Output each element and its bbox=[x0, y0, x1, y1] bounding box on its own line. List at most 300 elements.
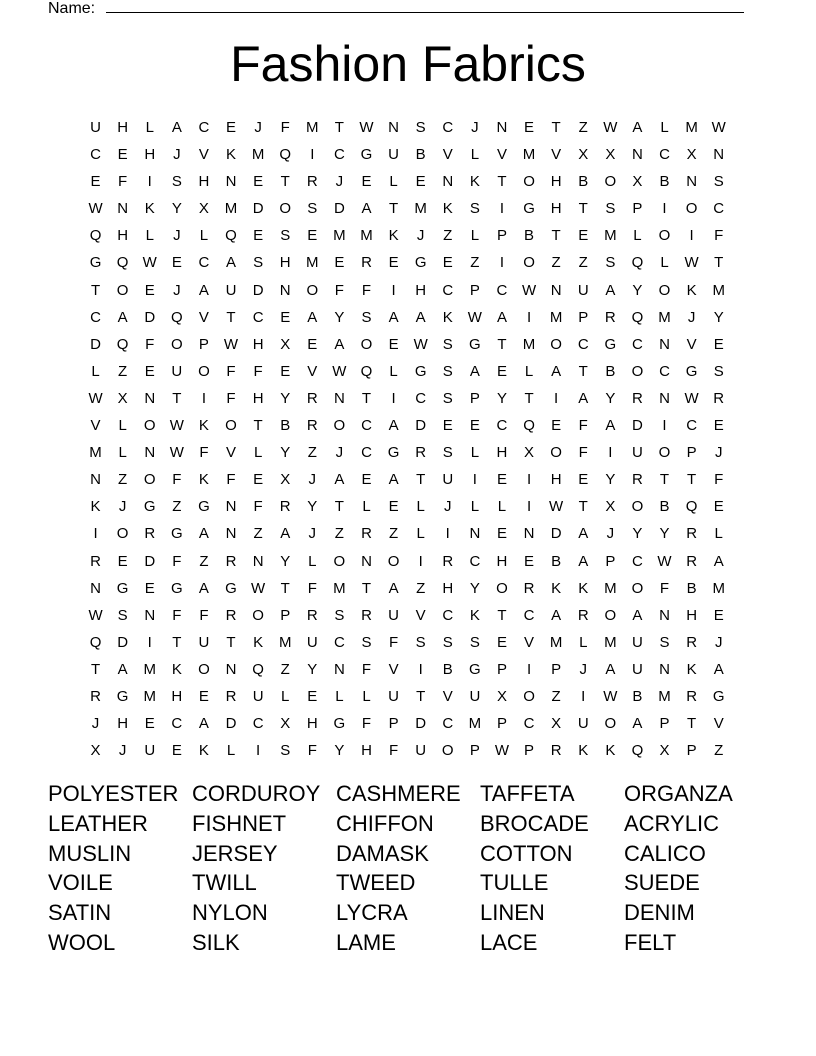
grid-letter[interactable]: W bbox=[549, 498, 564, 516]
grid-letter[interactable]: M bbox=[306, 254, 319, 272]
grid-letter[interactable]: M bbox=[522, 335, 536, 353]
grid-letter[interactable]: C bbox=[361, 417, 372, 435]
grid-letter[interactable]: E bbox=[578, 471, 589, 489]
grid-letter[interactable]: L bbox=[281, 687, 290, 705]
grid-letter[interactable]: N bbox=[550, 281, 562, 299]
grid-letter[interactable]: K bbox=[171, 660, 182, 678]
grid-letter[interactable]: R bbox=[632, 389, 643, 407]
grid-letter[interactable]: A bbox=[388, 308, 399, 326]
grid-letter[interactable]: U bbox=[415, 742, 427, 760]
grid-letter[interactable]: X bbox=[551, 715, 562, 733]
grid-letter[interactable]: F bbox=[145, 335, 155, 353]
grid-letter[interactable]: E bbox=[496, 362, 507, 380]
grid-letter[interactable]: O bbox=[550, 444, 562, 462]
grid-letter[interactable]: L bbox=[362, 498, 371, 516]
grid-letter[interactable]: H bbox=[279, 254, 291, 272]
grid-letter[interactable]: F bbox=[361, 281, 372, 299]
grid-letter[interactable]: S bbox=[469, 200, 480, 218]
grid-letter[interactable]: I bbox=[391, 389, 396, 407]
grid-letter[interactable]: Y bbox=[605, 389, 616, 407]
grid-letter[interactable]: Z bbox=[172, 498, 182, 516]
grid-letter[interactable]: Z bbox=[253, 525, 263, 543]
grid-letter[interactable]: N bbox=[144, 389, 156, 407]
grid-letter[interactable]: Z bbox=[334, 525, 344, 543]
grid-letter[interactable]: W bbox=[467, 308, 482, 326]
grid-letter[interactable]: W bbox=[169, 444, 184, 462]
grid-letter[interactable]: E bbox=[524, 119, 535, 136]
grid-letter[interactable]: A bbox=[415, 308, 426, 326]
grid-letter[interactable]: R bbox=[686, 633, 698, 651]
grid-letter[interactable]: Q bbox=[225, 227, 237, 245]
grid-letter[interactable]: Z bbox=[714, 742, 724, 760]
grid-letter[interactable]: V bbox=[713, 715, 724, 733]
grid-letter[interactable]: P bbox=[496, 227, 507, 245]
grid-letter[interactable]: F bbox=[172, 606, 182, 624]
grid-letter[interactable]: Y bbox=[605, 471, 616, 489]
grid-letter[interactable]: L bbox=[660, 119, 669, 136]
grid-letter[interactable]: K bbox=[198, 742, 209, 760]
grid-letter[interactable]: I bbox=[391, 281, 396, 299]
grid-letter[interactable]: Z bbox=[443, 227, 453, 245]
grid-letter[interactable]: D bbox=[632, 417, 643, 435]
grid-letter[interactable]: T bbox=[226, 308, 236, 326]
grid-letter[interactable]: N bbox=[659, 389, 670, 407]
grid-letter[interactable]: L bbox=[389, 362, 398, 380]
grid-letter[interactable]: L bbox=[226, 742, 236, 760]
grid-letter[interactable]: R bbox=[225, 606, 237, 624]
grid-letter[interactable]: W bbox=[359, 119, 374, 136]
grid-letter[interactable]: N bbox=[659, 660, 670, 678]
grid-letter[interactable]: A bbox=[632, 119, 643, 136]
grid-letter[interactable]: R bbox=[306, 417, 318, 435]
grid-letter[interactable]: K bbox=[578, 742, 589, 760]
grid-letter[interactable]: H bbox=[361, 742, 372, 760]
grid-letter[interactable]: J bbox=[416, 227, 425, 245]
grid-letter[interactable]: V bbox=[198, 308, 209, 326]
grid-letter[interactable]: B bbox=[686, 579, 697, 597]
grid-letter[interactable]: S bbox=[605, 254, 616, 272]
grid-letter[interactable]: Y bbox=[632, 281, 643, 299]
grid-letter[interactable]: N bbox=[523, 525, 535, 543]
grid-letter[interactable]: H bbox=[144, 146, 156, 164]
grid-letter[interactable]: E bbox=[280, 308, 291, 326]
grid-letter[interactable]: K bbox=[605, 742, 616, 760]
grid-letter[interactable]: F bbox=[226, 362, 236, 380]
grid-letter[interactable]: N bbox=[361, 552, 372, 570]
grid-letter[interactable]: O bbox=[658, 227, 671, 245]
grid-letter[interactable]: M bbox=[549, 308, 563, 326]
grid-letter[interactable]: M bbox=[414, 200, 427, 218]
grid-letter[interactable]: O bbox=[387, 552, 400, 570]
grid-letter[interactable]: N bbox=[225, 660, 237, 678]
grid-letter[interactable]: R bbox=[686, 525, 698, 543]
grid-letter[interactable]: J bbox=[91, 715, 100, 733]
grid-letter[interactable]: D bbox=[144, 552, 156, 570]
grid-letter[interactable]: C bbox=[198, 119, 210, 136]
grid-letter[interactable]: K bbox=[686, 660, 697, 678]
grid-letter[interactable]: S bbox=[442, 444, 453, 462]
grid-letter[interactable]: N bbox=[144, 606, 156, 624]
grid-letter[interactable]: E bbox=[578, 227, 589, 245]
grid-letter[interactable]: V bbox=[442, 146, 453, 164]
grid-letter[interactable]: G bbox=[116, 687, 129, 705]
grid-letter[interactable]: G bbox=[469, 660, 481, 678]
grid-letter[interactable]: T bbox=[334, 119, 344, 136]
grid-letter[interactable]: D bbox=[225, 715, 237, 733]
grid-letter[interactable]: H bbox=[496, 552, 508, 570]
grid-letter[interactable]: G bbox=[225, 579, 237, 597]
grid-letter[interactable]: K bbox=[144, 200, 155, 218]
grid-letter[interactable]: J bbox=[335, 173, 344, 191]
grid-letter[interactable]: N bbox=[144, 444, 156, 462]
grid-letter[interactable]: P bbox=[686, 444, 697, 462]
grid-letter[interactable]: K bbox=[551, 579, 562, 597]
grid-letter[interactable]: E bbox=[442, 417, 453, 435]
grid-letter[interactable]: R bbox=[361, 606, 372, 624]
grid-letter[interactable]: Z bbox=[416, 579, 426, 597]
grid-letter[interactable]: P bbox=[659, 715, 670, 733]
grid-letter[interactable]: K bbox=[442, 200, 453, 218]
grid-letter[interactable]: T bbox=[714, 254, 724, 272]
grid-letter[interactable]: E bbox=[442, 254, 453, 272]
grid-letter[interactable]: Z bbox=[118, 362, 128, 380]
grid-letter[interactable]: B bbox=[632, 687, 643, 705]
grid-letter[interactable]: T bbox=[172, 633, 182, 651]
grid-letter[interactable]: L bbox=[91, 362, 100, 380]
grid-letter[interactable]: B bbox=[280, 417, 291, 435]
grid-letter[interactable]: U bbox=[252, 687, 264, 705]
name-blank-line[interactable] bbox=[106, 0, 744, 13]
grid-letter[interactable]: S bbox=[415, 633, 426, 651]
grid-letter[interactable]: Y bbox=[334, 742, 345, 760]
grid-letter[interactable]: E bbox=[253, 173, 264, 191]
grid-letter[interactable]: T bbox=[226, 633, 236, 651]
grid-letter[interactable]: L bbox=[660, 254, 669, 272]
grid-letter[interactable]: E bbox=[713, 417, 724, 435]
grid-letter[interactable]: Z bbox=[551, 254, 561, 272]
grid-letter[interactable]: O bbox=[360, 335, 373, 353]
grid-letter[interactable]: R bbox=[306, 606, 318, 624]
grid-letter[interactable]: L bbox=[416, 498, 425, 516]
grid-letter[interactable]: O bbox=[198, 362, 210, 380]
grid-letter[interactable]: G bbox=[469, 335, 481, 353]
grid-letter[interactable]: C bbox=[686, 417, 698, 435]
grid-letter[interactable]: E bbox=[253, 227, 264, 245]
grid-letter[interactable]: L bbox=[145, 119, 154, 136]
grid-letter[interactable]: Z bbox=[470, 254, 480, 272]
grid-letter[interactable]: T bbox=[578, 200, 588, 218]
grid-letter[interactable]: C bbox=[469, 552, 481, 570]
grid-letter[interactable]: O bbox=[252, 606, 264, 624]
grid-letter[interactable]: S bbox=[415, 119, 426, 136]
grid-letter[interactable]: A bbox=[578, 525, 589, 543]
grid-letter[interactable]: U bbox=[632, 633, 643, 651]
grid-letter[interactable]: P bbox=[280, 606, 291, 624]
grid-letter[interactable]: B bbox=[659, 173, 670, 191]
grid-letter[interactable]: A bbox=[578, 389, 589, 407]
grid-letter[interactable]: R bbox=[225, 552, 237, 570]
grid-letter[interactable]: M bbox=[306, 119, 319, 136]
grid-letter[interactable]: N bbox=[225, 525, 237, 543]
grid-letter[interactable]: H bbox=[117, 227, 129, 245]
grid-letter[interactable]: T bbox=[551, 119, 561, 136]
grid-letter[interactable]: V bbox=[226, 444, 237, 462]
grid-letter[interactable]: V bbox=[442, 687, 453, 705]
grid-letter[interactable]: A bbox=[117, 308, 128, 326]
grid-letter[interactable]: P bbox=[686, 742, 697, 760]
grid-letter[interactable]: B bbox=[578, 173, 589, 191]
grid-letter[interactable]: F bbox=[280, 119, 290, 136]
grid-letter[interactable]: K bbox=[578, 579, 589, 597]
grid-letter[interactable]: D bbox=[144, 308, 156, 326]
grid-letter[interactable]: I bbox=[418, 552, 423, 570]
grid-letter[interactable]: M bbox=[549, 633, 563, 651]
grid-letter[interactable]: G bbox=[360, 146, 373, 164]
grid-letter[interactable]: R bbox=[90, 687, 101, 705]
grid-letter[interactable]: O bbox=[143, 417, 156, 435]
grid-letter[interactable]: L bbox=[362, 687, 371, 705]
grid-letter[interactable]: H bbox=[550, 200, 562, 218]
grid-letter[interactable]: J bbox=[118, 498, 127, 516]
grid-letter[interactable]: F bbox=[578, 444, 588, 462]
grid-letter[interactable]: I bbox=[662, 417, 667, 435]
grid-letter[interactable]: H bbox=[198, 173, 210, 191]
grid-letter[interactable]: R bbox=[144, 525, 156, 543]
grid-letter[interactable]: G bbox=[685, 362, 698, 380]
grid-letter[interactable]: R bbox=[686, 552, 698, 570]
grid-letter[interactable]: O bbox=[523, 687, 535, 705]
grid-letter[interactable]: A bbox=[280, 525, 291, 543]
grid-letter[interactable]: E bbox=[144, 579, 155, 597]
grid-letter[interactable]: G bbox=[333, 715, 346, 733]
grid-letter[interactable]: U bbox=[144, 742, 156, 760]
grid-letter[interactable]: I bbox=[445, 525, 450, 543]
grid-letter[interactable]: Q bbox=[631, 308, 644, 326]
grid-letter[interactable]: F bbox=[334, 281, 344, 299]
grid-letter[interactable]: M bbox=[468, 715, 482, 733]
grid-letter[interactable]: Q bbox=[631, 742, 644, 760]
grid-letter[interactable]: E bbox=[524, 552, 535, 570]
grid-letter[interactable]: F bbox=[388, 742, 399, 760]
grid-letter[interactable]: L bbox=[497, 498, 507, 516]
grid-letter[interactable]: Q bbox=[252, 660, 264, 678]
grid-letter[interactable]: X bbox=[524, 444, 535, 462]
grid-letter[interactable]: H bbox=[252, 335, 264, 353]
grid-letter[interactable]: H bbox=[442, 579, 454, 597]
grid-letter[interactable]: V bbox=[415, 606, 426, 624]
grid-letter[interactable]: A bbox=[469, 362, 480, 380]
grid-letter[interactable]: U bbox=[577, 715, 589, 733]
grid-letter[interactable]: G bbox=[604, 335, 617, 353]
grid-letter[interactable]: K bbox=[253, 633, 264, 651]
grid-letter[interactable]: I bbox=[472, 471, 477, 489]
grid-letter[interactable]: S bbox=[253, 254, 264, 272]
grid-letter[interactable]: A bbox=[334, 471, 345, 489]
grid-letter[interactable]: A bbox=[361, 200, 372, 218]
grid-letter[interactable]: E bbox=[388, 498, 399, 516]
grid-letter[interactable]: Q bbox=[116, 254, 129, 272]
grid-letter[interactable]: E bbox=[117, 552, 128, 570]
grid-letter[interactable]: N bbox=[469, 525, 481, 543]
grid-letter[interactable]: M bbox=[604, 633, 617, 651]
grid-letter[interactable]: A bbox=[198, 281, 209, 299]
grid-letter[interactable]: A bbox=[632, 606, 643, 624]
grid-letter[interactable]: S bbox=[442, 362, 453, 380]
grid-letter[interactable]: H bbox=[252, 389, 264, 407]
grid-letter[interactable]: H bbox=[415, 281, 427, 299]
grid-letter[interactable]: V bbox=[551, 146, 562, 164]
grid-letter[interactable]: J bbox=[714, 444, 723, 462]
grid-letter[interactable]: A bbox=[226, 254, 237, 272]
grid-letter[interactable]: K bbox=[442, 308, 453, 326]
grid-letter[interactable]: T bbox=[280, 579, 290, 597]
grid-letter[interactable]: T bbox=[334, 498, 344, 516]
grid-letter[interactable]: F bbox=[714, 227, 724, 245]
grid-letter[interactable]: A bbox=[578, 552, 589, 570]
grid-letter[interactable]: N bbox=[225, 498, 237, 516]
grid-letter[interactable]: R bbox=[415, 444, 427, 462]
grid-letter[interactable]: I bbox=[662, 200, 667, 218]
grid-letter[interactable]: H bbox=[496, 444, 508, 462]
grid-letter[interactable]: H bbox=[117, 119, 129, 136]
grid-letter[interactable]: C bbox=[442, 606, 454, 624]
grid-letter[interactable]: S bbox=[442, 633, 453, 651]
grid-letter[interactable]: A bbox=[605, 660, 616, 678]
grid-letter[interactable]: G bbox=[170, 579, 183, 597]
grid-letter[interactable]: N bbox=[632, 146, 643, 164]
grid-letter[interactable]: F bbox=[199, 606, 209, 624]
grid-letter[interactable]: V bbox=[686, 335, 697, 353]
grid-letter[interactable]: D bbox=[117, 633, 129, 651]
grid-letter[interactable]: M bbox=[278, 633, 292, 651]
grid-letter[interactable]: P bbox=[496, 660, 507, 678]
grid-letter[interactable]: J bbox=[606, 525, 615, 543]
grid-letter[interactable]: E bbox=[307, 335, 318, 353]
grid-letter[interactable]: Y bbox=[659, 525, 670, 543]
grid-letter[interactable]: R bbox=[713, 389, 725, 407]
grid-letter[interactable]: L bbox=[524, 362, 534, 380]
grid-letter[interactable]: W bbox=[88, 606, 103, 624]
grid-letter[interactable]: Y bbox=[307, 498, 318, 516]
grid-letter[interactable]: W bbox=[169, 417, 184, 435]
grid-letter[interactable]: W bbox=[521, 281, 537, 299]
grid-letter[interactable]: L bbox=[389, 173, 398, 191]
grid-letter[interactable]: P bbox=[632, 200, 643, 218]
grid-letter[interactable]: I bbox=[526, 308, 532, 326]
grid-letter[interactable]: K bbox=[198, 471, 209, 489]
grid-letter[interactable]: E bbox=[469, 417, 480, 435]
grid-letter[interactable]: J bbox=[714, 633, 723, 651]
grid-letter[interactable]: R bbox=[361, 254, 372, 272]
grid-letter[interactable]: R bbox=[279, 498, 291, 516]
grid-letter[interactable]: T bbox=[578, 362, 588, 380]
grid-letter[interactable]: R bbox=[577, 606, 589, 624]
grid-letter[interactable]: Y bbox=[632, 525, 643, 543]
grid-letter[interactable]: M bbox=[143, 687, 156, 705]
grid-letter[interactable]: Z bbox=[578, 254, 588, 272]
grid-letter[interactable]: W bbox=[711, 119, 726, 136]
grid-letter[interactable]: X bbox=[198, 200, 209, 218]
grid-letter[interactable]: A bbox=[496, 308, 507, 326]
grid-letter[interactable]: M bbox=[89, 444, 102, 462]
grid-letter[interactable]: C bbox=[333, 146, 345, 164]
grid-letter[interactable]: N bbox=[90, 579, 101, 597]
grid-letter[interactable]: N bbox=[686, 173, 698, 191]
grid-letter[interactable]: Y bbox=[713, 308, 724, 326]
grid-letter[interactable]: F bbox=[199, 444, 209, 462]
grid-letter[interactable]: N bbox=[496, 119, 508, 136]
grid-letter[interactable]: Y bbox=[171, 200, 182, 218]
grid-letter[interactable]: A bbox=[388, 417, 399, 435]
grid-letter[interactable]: I bbox=[581, 687, 586, 705]
grid-letter[interactable]: E bbox=[171, 254, 182, 272]
grid-letter[interactable]: C bbox=[659, 146, 670, 164]
grid-letter[interactable]: Y bbox=[280, 444, 291, 462]
grid-letter[interactable]: K bbox=[90, 498, 101, 516]
grid-letter[interactable]: C bbox=[577, 335, 589, 353]
grid-letter[interactable]: F bbox=[226, 471, 236, 489]
grid-letter[interactable]: J bbox=[173, 281, 181, 299]
grid-letter[interactable]: X bbox=[280, 471, 291, 489]
grid-letter[interactable]: B bbox=[524, 227, 535, 245]
grid-letter[interactable]: R bbox=[686, 687, 698, 705]
grid-letter[interactable]: O bbox=[604, 606, 617, 624]
grid-letter[interactable]: U bbox=[306, 633, 318, 651]
grid-letter[interactable]: O bbox=[143, 471, 156, 489]
grid-letter[interactable]: Z bbox=[388, 525, 399, 543]
grid-letter[interactable]: Z bbox=[118, 471, 128, 489]
grid-letter[interactable]: K bbox=[686, 281, 697, 299]
grid-letter[interactable]: T bbox=[90, 660, 101, 678]
grid-letter[interactable]: G bbox=[198, 498, 210, 516]
grid-letter[interactable]: C bbox=[496, 281, 508, 299]
grid-letter[interactable]: N bbox=[333, 389, 345, 407]
grid-letter[interactable]: Y bbox=[280, 389, 291, 407]
grid-letter[interactable]: C bbox=[198, 254, 210, 272]
grid-letter[interactable]: Q bbox=[360, 362, 373, 380]
grid-letter[interactable]: M bbox=[333, 579, 346, 597]
grid-letter[interactable]: J bbox=[118, 742, 127, 760]
grid-letter[interactable]: B bbox=[605, 362, 616, 380]
grid-letter[interactable]: E bbox=[713, 498, 724, 516]
grid-letter[interactable]: G bbox=[523, 200, 535, 218]
grid-letter[interactable]: F bbox=[172, 471, 182, 489]
grid-letter[interactable]: O bbox=[523, 254, 535, 272]
grid-letter[interactable]: J bbox=[308, 525, 317, 543]
grid-letter[interactable]: P bbox=[605, 552, 616, 570]
grid-letter[interactable]: E bbox=[551, 417, 562, 435]
grid-letter[interactable]: P bbox=[198, 335, 209, 353]
grid-letter[interactable]: C bbox=[496, 417, 508, 435]
grid-letter[interactable]: P bbox=[388, 715, 399, 733]
grid-letter[interactable]: R bbox=[523, 579, 535, 597]
grid-letter[interactable]: F bbox=[307, 579, 317, 597]
grid-letter[interactable]: U bbox=[388, 146, 399, 164]
grid-letter[interactable]: I bbox=[554, 389, 559, 407]
grid-letter[interactable]: E bbox=[90, 173, 101, 191]
grid-letter[interactable]: S bbox=[469, 633, 480, 651]
grid-letter[interactable]: S bbox=[307, 200, 318, 218]
grid-letter[interactable]: J bbox=[687, 308, 696, 326]
grid-letter[interactable]: K bbox=[469, 606, 480, 624]
grid-letter[interactable]: Q bbox=[631, 254, 644, 272]
grid-letter[interactable]: S bbox=[280, 227, 291, 245]
grid-letter[interactable]: T bbox=[388, 200, 399, 218]
grid-letter[interactable]: T bbox=[578, 498, 588, 516]
grid-letter[interactable]: M bbox=[658, 308, 671, 326]
grid-letter[interactable]: S bbox=[442, 335, 453, 353]
grid-letter[interactable]: R bbox=[604, 308, 616, 326]
